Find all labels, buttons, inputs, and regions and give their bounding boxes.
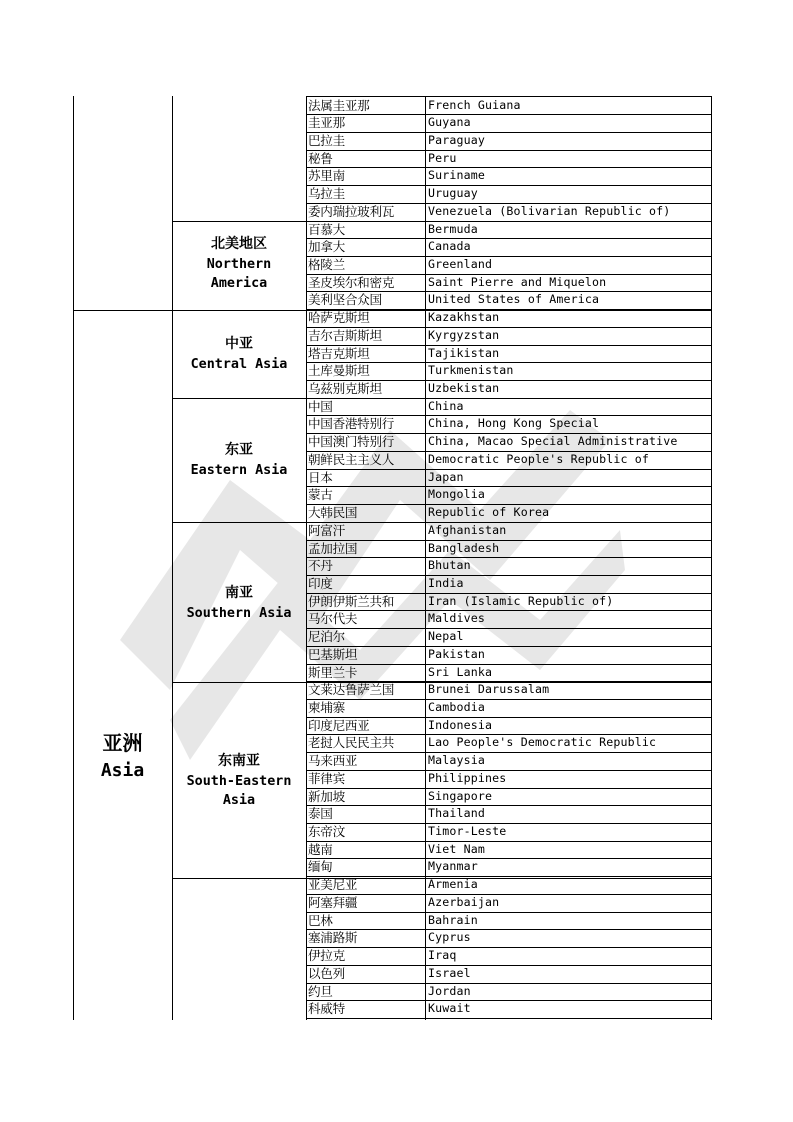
country-name-cn: 法属圭亚那 bbox=[308, 97, 370, 113]
country-name-cn: 斯里兰卡 bbox=[308, 664, 358, 680]
country-name-en: Iran (Islamic Republic of) bbox=[428, 593, 614, 608]
table-row bbox=[306, 823, 711, 841]
country-name-cn: 乌兹别克斯坦 bbox=[308, 381, 382, 397]
table-row bbox=[306, 770, 711, 788]
country-name-en: Singapore bbox=[428, 788, 493, 803]
country-name-en: United States of America bbox=[428, 292, 600, 307]
country-name-cn: 中国 bbox=[308, 398, 333, 414]
country-name-en: Brunei Darussalam bbox=[428, 682, 550, 697]
country-name-cn: 阿塞拜疆 bbox=[308, 894, 358, 910]
table-row bbox=[306, 734, 711, 752]
country-name-en: Guyana bbox=[428, 115, 471, 130]
country-name-cn: 乌拉圭 bbox=[308, 186, 345, 202]
table-row bbox=[306, 486, 711, 504]
country-name-en: Azerbaijan bbox=[428, 894, 500, 909]
region-name-cn: 东南亚 bbox=[218, 753, 260, 769]
country-name-cn: 蒙古 bbox=[308, 487, 333, 503]
table-row bbox=[306, 185, 711, 203]
table-row bbox=[306, 274, 711, 292]
table-row bbox=[306, 1000, 711, 1018]
country-name-cn: 塞浦路斯 bbox=[308, 930, 358, 946]
table-row bbox=[306, 681, 711, 699]
table-row bbox=[306, 788, 711, 806]
region-name-en: Northern bbox=[206, 256, 272, 272]
table-row bbox=[306, 593, 711, 611]
country-name-cn: 马来西亚 bbox=[308, 753, 358, 769]
country-name-cn: 哈萨克斯坦 bbox=[308, 310, 370, 326]
country-name-cn: 美利坚合众国 bbox=[308, 292, 382, 308]
region-name-en-line2: Asia bbox=[222, 793, 256, 808]
country-name-en: Peru bbox=[428, 150, 457, 165]
country-name-en: Kazakhstan bbox=[428, 310, 500, 325]
country-name-en: Bermuda bbox=[428, 221, 478, 236]
country-name-en: French Guiana bbox=[428, 97, 521, 112]
table-row bbox=[306, 380, 711, 398]
continent-asia bbox=[73, 729, 172, 785]
country-name-cn: 柬埔寨 bbox=[308, 699, 345, 715]
table-row bbox=[306, 841, 711, 859]
country-name-en: Kuwait bbox=[428, 1001, 471, 1016]
table-row bbox=[306, 894, 711, 912]
country-name-cn: 以色列 bbox=[308, 965, 345, 981]
country-name-en: Lao People's Democratic Republic bbox=[428, 735, 657, 750]
country-name-cn: 缅甸 bbox=[308, 859, 333, 875]
table-row bbox=[306, 858, 711, 876]
country-name-en: India bbox=[428, 575, 464, 590]
country-name-cn: 亚美尼亚 bbox=[308, 877, 358, 893]
country-name-en: Thailand bbox=[428, 806, 486, 821]
region-central-asia bbox=[173, 335, 305, 374]
country-name-en: Suriname bbox=[428, 168, 486, 183]
table-row bbox=[306, 522, 711, 540]
table-row bbox=[306, 415, 711, 433]
table-row bbox=[306, 238, 711, 256]
country-name-cn: 不丹 bbox=[308, 558, 333, 574]
country-name-cn: 印度尼西亚 bbox=[308, 717, 370, 733]
country-name-en: Japan bbox=[428, 469, 464, 484]
country-name-cn: 格陵兰 bbox=[308, 256, 345, 272]
table-row bbox=[306, 398, 711, 416]
country-name-en: Mongolia bbox=[428, 487, 486, 502]
country-name-cn: 巴拉圭 bbox=[308, 132, 345, 148]
country-name-cn: 印度 bbox=[308, 575, 333, 591]
country-name-en: Bhutan bbox=[428, 558, 471, 573]
country-name-en: Nepal bbox=[428, 629, 464, 644]
region-southern-asia bbox=[173, 584, 305, 623]
country-name-cn: 阿富汗 bbox=[308, 522, 345, 538]
country-name-en: China, Macao Special Administrative bbox=[428, 434, 678, 449]
table-row bbox=[306, 628, 711, 646]
country-name-en: Viet Nam bbox=[428, 841, 486, 856]
region-name-cn: 北美地区 bbox=[211, 236, 267, 252]
country-name-en: Timor-Leste bbox=[428, 824, 507, 839]
country-name-en: Republic of Korea bbox=[428, 505, 550, 520]
country-name-cn: 中国香港特别行 bbox=[308, 416, 395, 432]
table-row bbox=[306, 291, 711, 309]
country-name-en: Cyprus bbox=[428, 930, 471, 945]
table-row bbox=[306, 752, 711, 770]
region-northern-america bbox=[173, 235, 305, 294]
country-name-en: Uruguay bbox=[428, 186, 478, 201]
table-row bbox=[306, 717, 711, 735]
country-name-cn: 巴林 bbox=[308, 912, 333, 928]
region-south-eastern-asia bbox=[173, 752, 305, 811]
country-name-en: Canada bbox=[428, 239, 471, 254]
table-row bbox=[306, 221, 711, 239]
country-name-cn: 老挝人民民主共 bbox=[308, 735, 395, 751]
country-name-cn: 百慕大 bbox=[308, 221, 345, 237]
table-row bbox=[306, 504, 711, 522]
country-name-en: Greenland bbox=[428, 256, 493, 271]
continent-name-en: Asia bbox=[100, 760, 145, 781]
table-row bbox=[306, 557, 711, 575]
region-name-en: South-Eastern bbox=[186, 773, 292, 789]
country-name-en: China, Hong Kong Special bbox=[428, 416, 600, 431]
table-row bbox=[306, 114, 711, 132]
table-row bbox=[306, 150, 711, 168]
country-name-cn: 文莱达鲁萨兰国 bbox=[308, 682, 395, 698]
country-name-en: Tajikistan bbox=[428, 345, 500, 360]
country-name-cn: 泰国 bbox=[308, 806, 333, 822]
country-name-cn: 塔吉克斯坦 bbox=[308, 345, 370, 361]
table-row bbox=[306, 451, 711, 469]
table-row bbox=[306, 805, 711, 823]
country-name-en: Bangladesh bbox=[428, 540, 500, 555]
country-name-en: Pakistan bbox=[428, 646, 486, 661]
country-name-cn: 约旦 bbox=[308, 983, 333, 999]
country-name-en: Venezuela (Bolivarian Republic of) bbox=[428, 203, 671, 218]
country-name-cn: 巴基斯坦 bbox=[308, 646, 358, 662]
country-name-en: Saint Pierre and Miquelon bbox=[428, 274, 607, 289]
table-row bbox=[306, 947, 711, 965]
country-name-cn: 圣皮埃尔和密克 bbox=[308, 274, 395, 290]
country-name-cn: 越南 bbox=[308, 841, 333, 857]
table-row bbox=[306, 664, 711, 682]
table-row bbox=[306, 167, 711, 185]
country-name-en: Iraq bbox=[428, 948, 457, 963]
country-name-cn: 菲律宾 bbox=[308, 770, 345, 786]
country-name-en: Kyrgyzstan bbox=[428, 327, 500, 342]
row-divider bbox=[306, 1018, 711, 1019]
country-name-en: Bahrain bbox=[428, 912, 478, 927]
country-name-cn: 日本 bbox=[308, 469, 333, 485]
region-name-en: Central Asia bbox=[190, 356, 288, 372]
country-name-en: Myanmar bbox=[428, 859, 478, 874]
table-row bbox=[306, 929, 711, 947]
table-row bbox=[306, 912, 711, 930]
table-row bbox=[306, 203, 711, 221]
country-name-cn: 尼泊尔 bbox=[308, 629, 345, 645]
table-row bbox=[306, 610, 711, 628]
table-row bbox=[306, 540, 711, 558]
table-row bbox=[306, 646, 711, 664]
country-name-cn: 科威特 bbox=[308, 1001, 345, 1017]
country-name-en: Sri Lanka bbox=[428, 664, 493, 679]
table-row bbox=[306, 983, 711, 1001]
table-row bbox=[306, 309, 711, 327]
country-name-en: Philippines bbox=[428, 770, 507, 785]
region-name-en: Southern Asia bbox=[186, 605, 292, 621]
continent-name-cn: 亚洲 bbox=[102, 731, 143, 755]
country-name-cn: 圭亚那 bbox=[308, 115, 345, 131]
country-name-cn: 中国澳门特别行 bbox=[308, 434, 395, 450]
region-eastern-asia bbox=[173, 441, 305, 480]
table-row bbox=[306, 345, 711, 363]
country-name-en: Cambodia bbox=[428, 699, 486, 714]
country-name-cn: 秘鲁 bbox=[308, 150, 333, 166]
country-name-en: Democratic People's Republic of bbox=[428, 451, 650, 466]
country-name-en: Indonesia bbox=[428, 717, 493, 732]
country-name-cn: 吉尔吉斯斯坦 bbox=[308, 327, 382, 343]
country-name-en: Turkmenistan bbox=[428, 363, 514, 378]
country-name-cn: 朝鲜民主主义人 bbox=[308, 451, 395, 467]
country-name-en: China bbox=[428, 398, 464, 413]
country-name-cn: 马尔代夫 bbox=[308, 611, 358, 627]
country-name-cn: 伊拉克 bbox=[308, 948, 345, 964]
region-name-cn: 中亚 bbox=[225, 336, 253, 352]
country-name-en: Malaysia bbox=[428, 753, 486, 768]
country-name-cn: 新加坡 bbox=[308, 788, 345, 804]
country-name-en: Israel bbox=[428, 965, 471, 980]
table-row bbox=[306, 327, 711, 345]
country-name-cn: 东帝汶 bbox=[308, 824, 345, 840]
country-name-cn: 苏里南 bbox=[308, 168, 345, 184]
country-name-en: Uzbekistan bbox=[428, 381, 500, 396]
table-row bbox=[306, 876, 711, 894]
table-row bbox=[306, 699, 711, 717]
country-name-en: Jordan bbox=[428, 983, 471, 998]
region-name-cn: 东亚 bbox=[225, 442, 253, 458]
country-name-cn: 伊朗伊斯兰共和 bbox=[308, 593, 395, 609]
country-name-cn: 土库曼斯坦 bbox=[308, 363, 370, 379]
table-row bbox=[306, 256, 711, 274]
table-row bbox=[306, 965, 711, 983]
table-row bbox=[306, 433, 711, 451]
country-name-en: Paraguay bbox=[428, 132, 486, 147]
table-row bbox=[306, 132, 711, 150]
region-name-cn: 南亚 bbox=[225, 585, 253, 601]
region-name-en-line2: America bbox=[210, 276, 268, 291]
country-name-en: Afghanistan bbox=[428, 522, 507, 537]
table-row bbox=[306, 575, 711, 593]
country-name-en: Armenia bbox=[428, 877, 478, 892]
table-row bbox=[306, 469, 711, 487]
country-name-cn: 委内瑞拉玻利瓦 bbox=[308, 203, 395, 219]
table-row bbox=[306, 97, 711, 115]
country-name-cn: 孟加拉国 bbox=[308, 540, 358, 556]
country-name-en: Maldives bbox=[428, 611, 486, 626]
country-name-cn: 大韩民国 bbox=[308, 505, 358, 521]
region-name-en: Eastern Asia bbox=[190, 462, 288, 478]
country-name-cn: 加拿大 bbox=[308, 239, 345, 255]
table-row bbox=[306, 362, 711, 380]
